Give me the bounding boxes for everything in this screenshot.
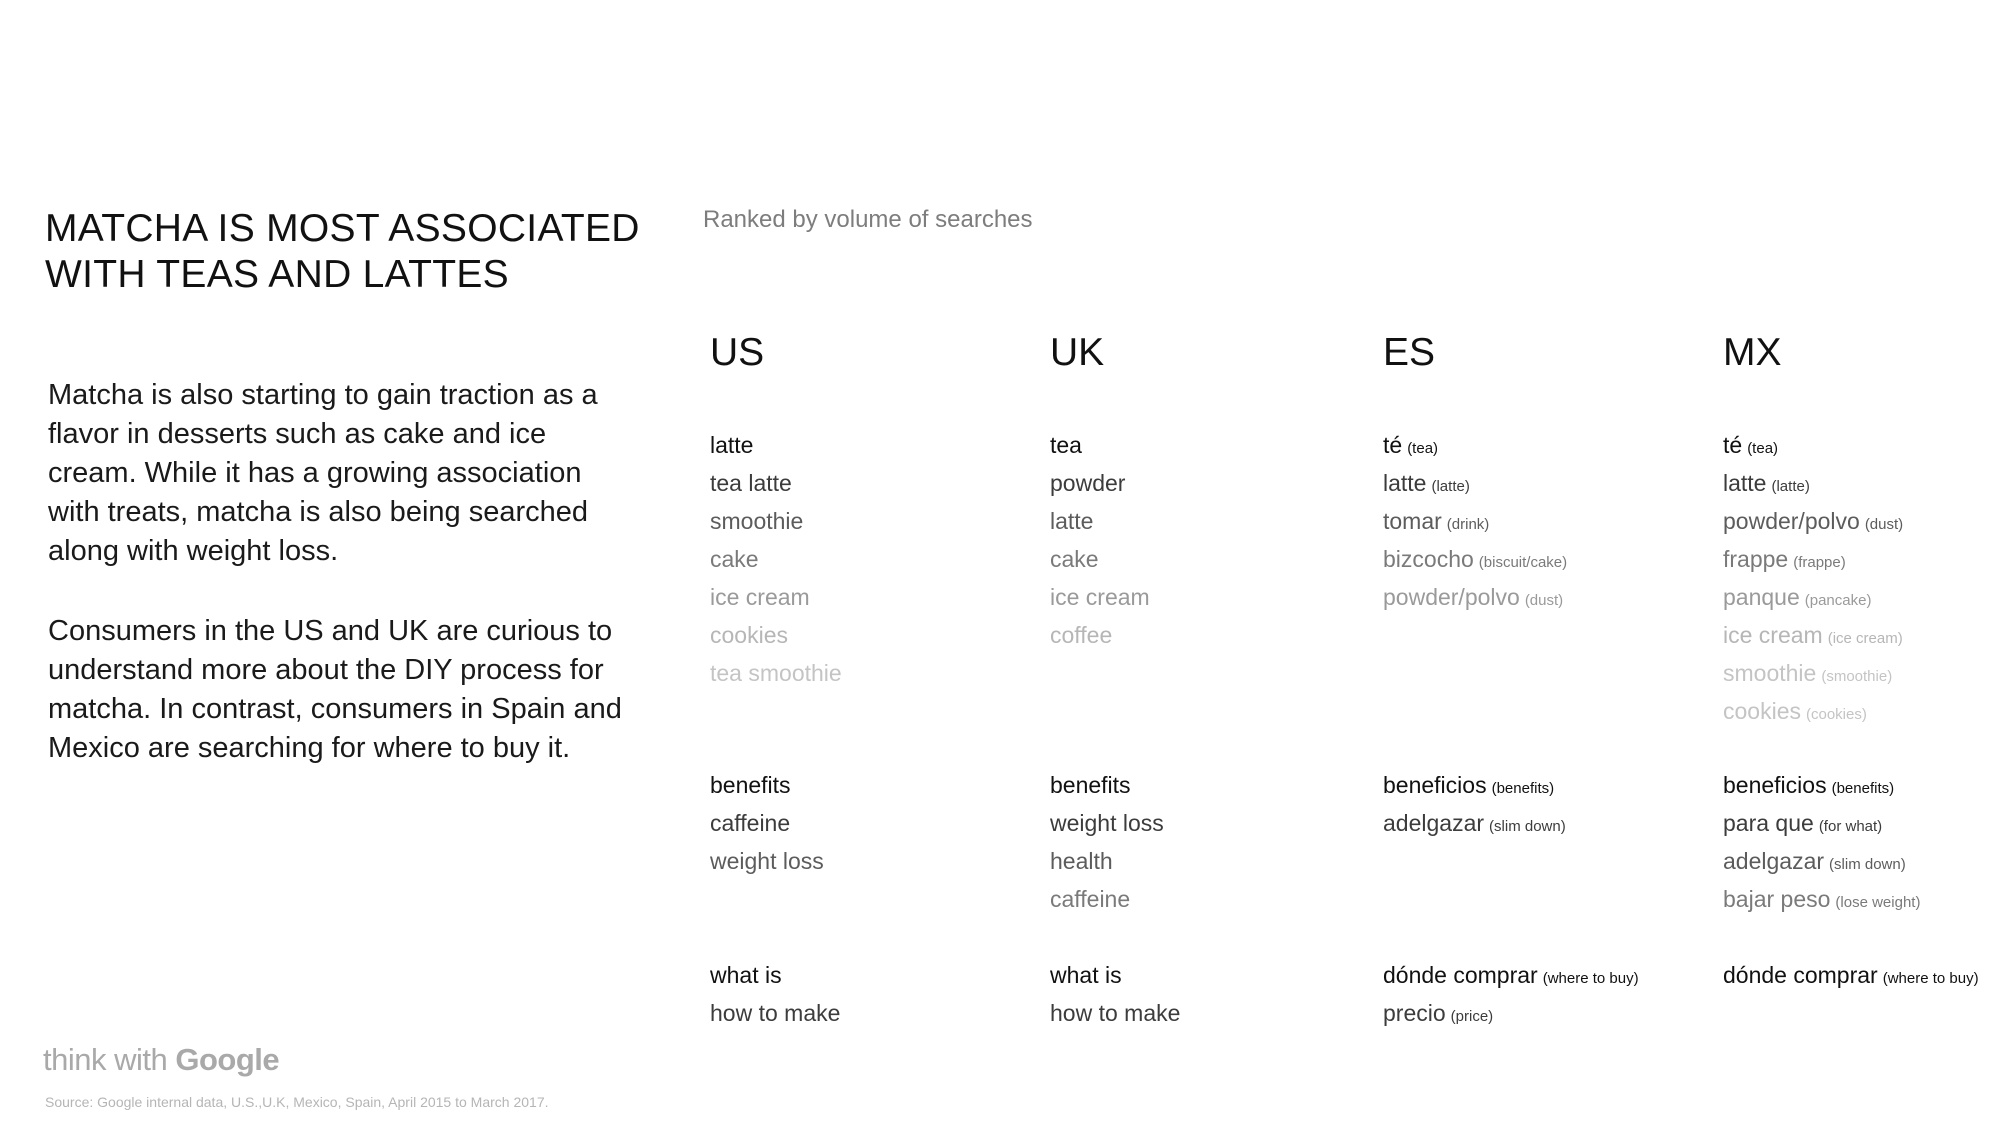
term-label: adelgazar [1383,810,1485,836]
search-term [710,804,1030,842]
term-group [710,766,1030,880]
term-group [1723,426,2000,730]
search-term [1383,956,1703,994]
term-label: how to make [710,1000,841,1026]
search-term [1050,880,1370,918]
term-translation: (lose weight) [1835,894,1921,911]
term-label: ice cream [1050,584,1150,610]
search-term [1723,766,2000,804]
term-translation: (tea) [1407,440,1439,457]
term-label: ice cream [710,584,810,610]
search-term [710,994,1030,1032]
column-header: ES [1383,331,1436,374]
search-term [710,578,1030,616]
search-term [1723,426,2000,464]
term-translation: (frappe) [1793,554,1846,571]
search-term [1383,464,1703,502]
term-label: smoothie [710,508,804,534]
term-label: dónde comprar [1383,962,1538,988]
search-term [1723,842,2000,880]
search-term [710,616,1030,654]
column-header: MX [1723,331,1782,374]
term-translation: (dust) [1864,516,1904,533]
term-label: para que [1723,810,1814,836]
term-label: adelgazar [1723,848,1825,874]
search-term [1723,654,2000,692]
term-label: coffee [1050,622,1113,648]
source-note: Source: Google internal data, U.S.,U.K, Mexico, Spain, April 2015 to March 2017. [45,1094,549,1110]
search-term [1383,766,1703,804]
term-label: tea latte [710,470,792,496]
column-header: US [710,331,765,374]
term-group [710,956,1030,1032]
search-term [710,842,1030,880]
page-title: MATCHA IS MOST ASSOCIATED WITH TEAS AND LATTES [45,207,640,296]
search-term [1383,994,1703,1032]
term-label: health [1050,848,1113,874]
search-term [1383,540,1703,578]
term-translation: (benefits) [1831,780,1895,797]
term-translation: (for what) [1818,818,1883,835]
search-term [1383,804,1703,842]
term-label: frappe [1723,546,1789,572]
term-translation: (dust) [1524,592,1564,609]
term-group [1723,956,2000,994]
search-term [1050,804,1370,842]
term-label: smoothie [1723,660,1817,686]
term-label: caffeine [1050,886,1131,912]
search-term [1723,880,2000,918]
search-term [1050,578,1370,616]
search-term [1050,956,1370,994]
search-term [1383,426,1703,464]
search-term [710,654,1030,692]
search-term [1050,502,1370,540]
contrast-paragraph: Consumers in the US and UK are curious to understand more about the DIY process for matcha. In contrast, consumers in Spain and Mexico are searching for where to buy it. [48,615,622,764]
term-label: powder [1050,470,1126,496]
search-term [1723,692,2000,730]
term-group [1050,426,1370,654]
search-term [710,464,1030,502]
search-term [1050,842,1370,880]
term-translation: (pancake) [1804,592,1872,609]
term-group [710,426,1030,692]
term-label: cookies [710,622,788,648]
term-label: latte [1723,470,1767,496]
term-translation: (latte) [1771,478,1810,495]
term-translation: (cookies) [1805,706,1867,723]
search-term [1050,464,1370,502]
term-group [1050,766,1370,918]
term-label: panque [1723,584,1800,610]
term-translation: (benefits) [1491,780,1555,797]
term-translation: (drink) [1446,516,1490,533]
term-label: ice cream [1723,622,1823,648]
intro-paragraph: Matcha is also starting to gain traction as a flavor in desserts such as cake and ice cream. While it has a growing association with treats, matcha is also being searched along with weight loss. [48,379,598,567]
search-term [1050,766,1370,804]
ranking-subtitle: Ranked by volume of searches [703,206,1033,233]
country-column-uk [1050,330,1370,1026]
search-term [1723,616,2000,654]
search-term [1723,464,2000,502]
term-label: benefits [1050,772,1131,798]
term-label: cake [710,546,759,572]
search-term [1050,994,1370,1032]
term-label: cookies [1723,698,1801,724]
term-translation: (price) [1450,1008,1494,1025]
term-translation: (latte) [1431,478,1470,495]
term-group [1723,766,2000,918]
think-with-google-logo: think with Google [43,1042,280,1077]
term-label: powder/polvo [1723,508,1860,534]
term-translation: (biscuit/cake) [1478,554,1568,571]
term-translation: (smoothie) [1821,668,1893,685]
search-term [1723,956,2000,994]
search-term [1383,578,1703,616]
search-term [710,956,1030,994]
term-group [1383,956,1703,1032]
search-term [710,502,1030,540]
search-term [710,426,1030,464]
term-label: té [1383,432,1403,458]
term-label: precio [1383,1000,1446,1026]
search-term [1723,804,2000,842]
term-group [1383,426,1703,616]
term-translation: (slim down) [1489,818,1566,835]
term-label: bizcocho [1383,546,1474,572]
term-label: benefits [710,772,791,798]
term-label: powder/polvo [1383,584,1520,610]
search-term [710,540,1030,578]
search-term [1723,578,2000,616]
country-column-mx [1723,330,2000,988]
term-label: cake [1050,546,1099,572]
term-translation: (tea) [1747,440,1779,457]
term-label: tomar [1383,508,1442,534]
term-label: what is [710,962,782,988]
term-label: té [1723,432,1743,458]
term-label: weight loss [710,848,824,874]
term-label: beneficios [1383,772,1487,798]
term-label: latte [710,432,754,458]
term-group [1050,956,1370,1032]
search-term [1050,426,1370,464]
search-term [1050,616,1370,654]
country-column-us [710,330,1030,1026]
term-translation: (where to buy) [1542,970,1639,987]
term-label: tea smoothie [710,660,842,686]
term-translation: (slim down) [1829,856,1906,873]
term-label: bajar peso [1723,886,1831,912]
term-label: beneficios [1723,772,1827,798]
term-label: caffeine [710,810,791,836]
term-label: how to make [1050,1000,1181,1026]
term-group [1383,766,1703,842]
country-column-es [1383,330,1703,1026]
search-term [710,766,1030,804]
term-translation: (where to buy) [1882,970,1979,987]
term-label: latte [1383,470,1427,496]
term-label: dónde comprar [1723,962,1878,988]
search-term [1723,502,2000,540]
search-term [1050,540,1370,578]
search-term [1723,540,2000,578]
term-label: tea [1050,432,1082,458]
term-label: what is [1050,962,1122,988]
term-translation: (ice cream) [1827,630,1903,647]
term-label: latte [1050,508,1094,534]
search-term [1383,502,1703,540]
term-label: weight loss [1050,810,1164,836]
column-header: UK [1050,331,1105,374]
